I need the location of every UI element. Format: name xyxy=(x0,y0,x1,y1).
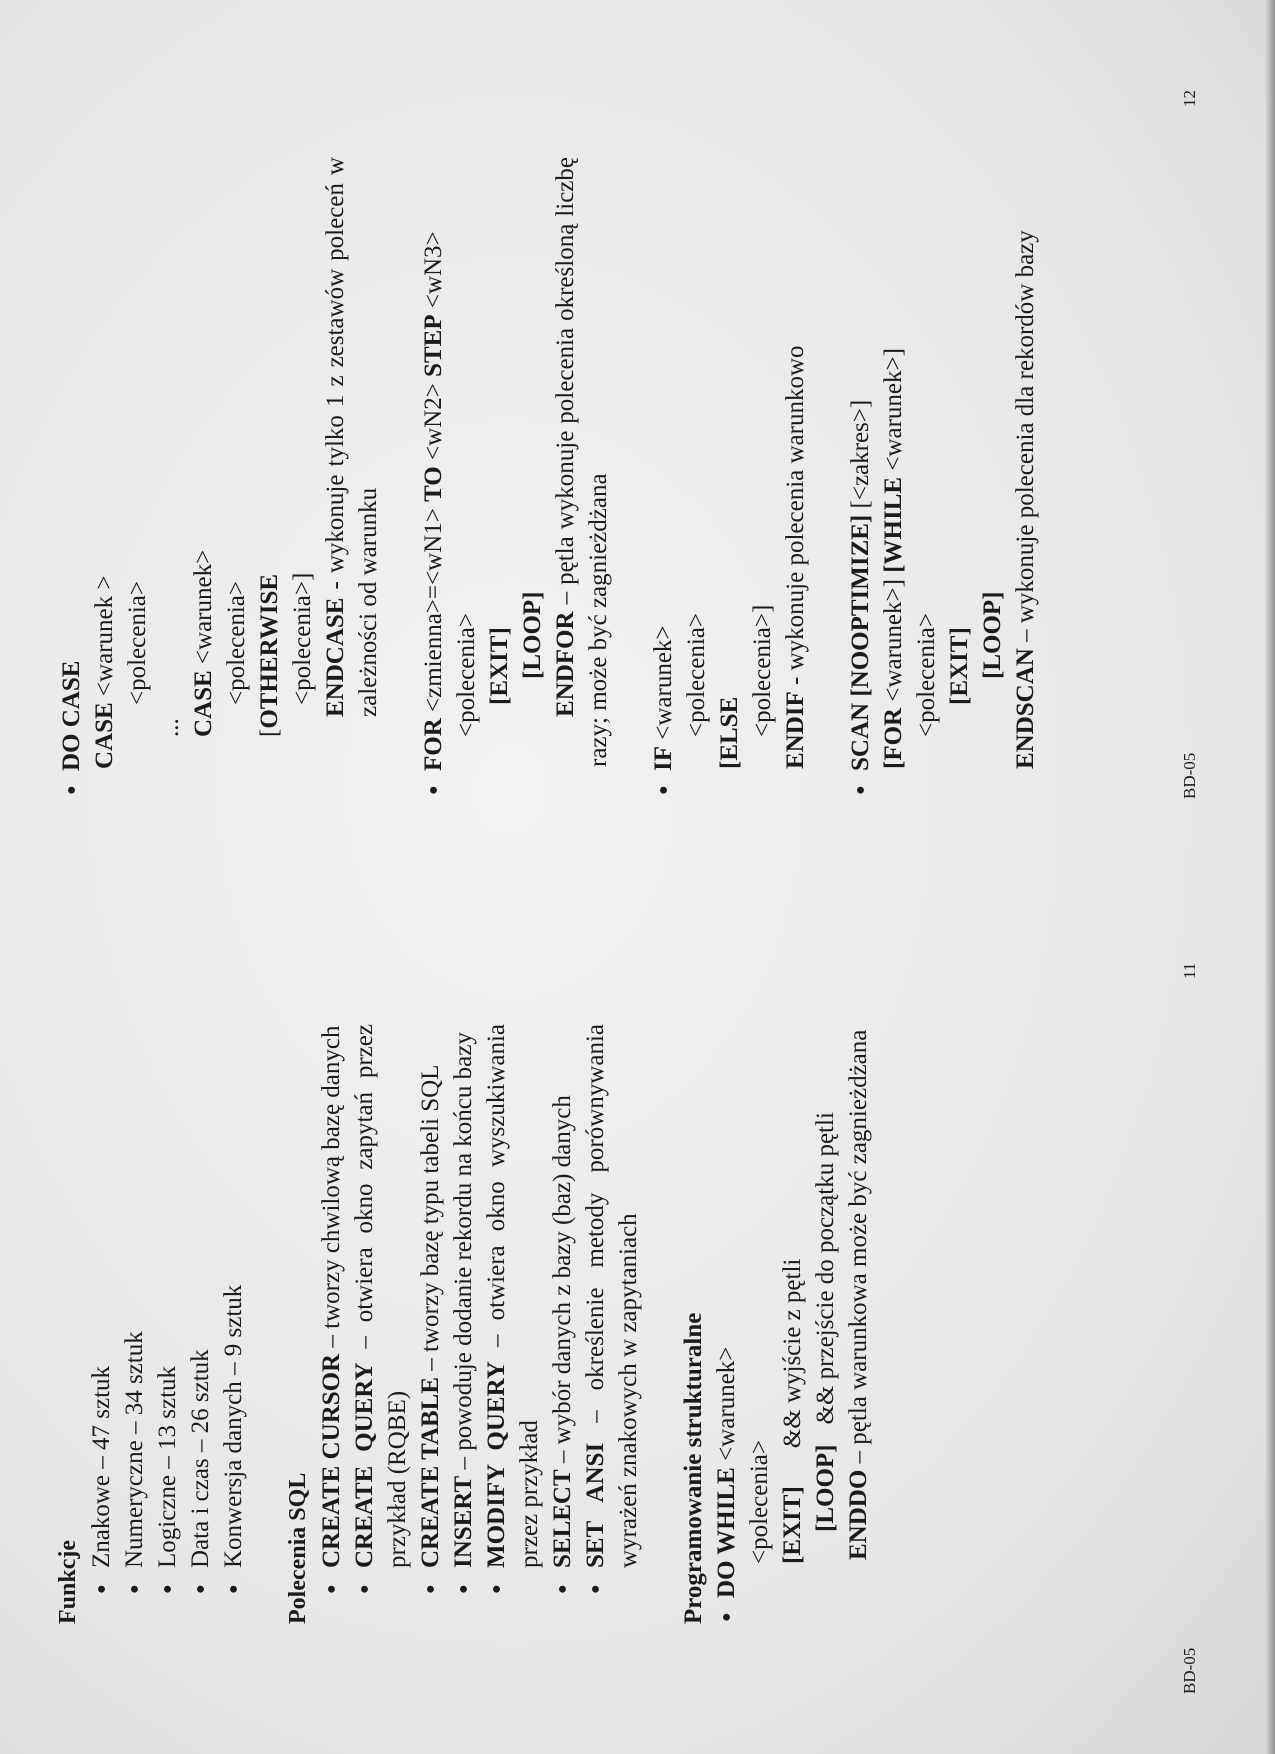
loop-keyword: [LOOP] xyxy=(519,591,546,679)
case1-body: <polecenia> xyxy=(124,581,151,705)
loop-line xyxy=(809,1024,842,1624)
case2-line xyxy=(187,157,220,797)
otherwise-keyword: OTHERWISE xyxy=(256,573,283,729)
do-case-keyword: DO CASE xyxy=(58,660,85,771)
sql-description: – tworzy bazę typu tabeli SQL xyxy=(417,1064,444,1377)
page-12-column xyxy=(55,157,1042,797)
for-end: <wN2> xyxy=(420,376,447,467)
case-condition: <warunek > xyxy=(91,575,118,703)
exit-line xyxy=(776,1024,809,1624)
case-condition: <warunek> xyxy=(190,549,217,671)
endif-line xyxy=(779,157,812,797)
funkcje-item: ● Logiczne – 13 sztuk xyxy=(151,1024,184,1594)
scan-exit xyxy=(943,157,976,797)
sql-command: CREATE CURSOR xyxy=(318,1353,345,1568)
do-while-keyword: DO WHILE xyxy=(713,1467,740,1598)
else-body: <polecenia>] xyxy=(749,604,776,737)
sql-description: – określenie metody porównywania wyrażeń znakowych w zapytaniach xyxy=(582,1024,642,1568)
funkcje-item: ● Konwersja danych – 9 sztuk xyxy=(217,1024,250,1594)
sql-description: – otwiera okno zapytań przez przykład (RQBE) xyxy=(351,1024,411,1568)
sql-command: CREATE QUERY xyxy=(351,1362,378,1568)
page-11-column xyxy=(52,1024,875,1624)
step-keyword: STEP xyxy=(420,314,447,377)
exit-keyword: [EXIT] xyxy=(779,1486,806,1564)
endscan-line xyxy=(1009,157,1042,797)
endcase-description: - wykonuje tylko 1 z zestawów poleceń w zależności od warunku xyxy=(322,157,382,717)
funkcje-item: ● Znakowe – 47 sztuk xyxy=(85,1024,118,1594)
sql-command: CREATE TABLE xyxy=(417,1376,444,1568)
to-keyword: TO xyxy=(420,466,447,502)
otherwise-body: <polecenia>] xyxy=(289,572,316,705)
if-keyword: IF xyxy=(650,746,677,771)
else-keyword: [ELSE xyxy=(716,696,743,769)
sql-item xyxy=(579,1024,645,1594)
scan-loop xyxy=(976,157,1009,797)
for-body: <polecenia> xyxy=(453,613,480,737)
endfor-keyword: ENDFOR xyxy=(552,611,579,717)
for-condition: <warunek>] xyxy=(880,572,907,708)
case-keyword: CASE xyxy=(190,670,217,737)
prog-heading: Programowanie strukturalne xyxy=(680,1312,707,1624)
exit-comment: && wyjście z pętli xyxy=(779,1258,806,1449)
funkcje-section xyxy=(52,1024,250,1624)
endscan-keyword: ENDSCAN xyxy=(1012,648,1039,769)
endfor-description: – pętla wykonuje polecenia określoną liczbę razy; może być zagnieżdżana xyxy=(552,157,612,767)
enddo-keyword: ENDDO xyxy=(845,1469,872,1560)
do-while-body: <polecenia> xyxy=(746,1440,773,1564)
funkcje-item: ● Data i czas – 26 sztuk xyxy=(184,1024,217,1594)
sql-command: INSERT xyxy=(450,1475,477,1568)
page-number: 12 xyxy=(1180,90,1199,107)
scan-range: [<zakres>] xyxy=(847,399,874,515)
if-block xyxy=(647,157,812,797)
sql-item xyxy=(546,1024,579,1594)
funkcje-item: ● Numeryczne – 34 sztuk xyxy=(118,1024,151,1594)
scan-body: <polecenia> xyxy=(913,613,940,737)
sql-heading: Polecenia SQL xyxy=(285,1472,311,1624)
endif-description: - wykonuje polecenia warunkowo xyxy=(782,345,809,692)
scan-line xyxy=(844,157,877,797)
page-number: 11 xyxy=(1180,962,1199,979)
otherwise-line xyxy=(253,157,286,797)
for-block xyxy=(417,157,615,797)
case1-line xyxy=(88,157,121,797)
loop-keyword: [LOOP] xyxy=(812,1444,839,1532)
endfor-line xyxy=(549,157,615,797)
footer-code: BD-05 xyxy=(1180,752,1199,799)
while-condition: <warunek>] xyxy=(880,348,907,477)
loop-keyword: [LOOP] xyxy=(979,591,1006,679)
page-11 xyxy=(0,877,1275,1754)
endcase-line xyxy=(319,157,385,797)
sql-section xyxy=(282,1024,645,1624)
for-step: <wN3> xyxy=(420,231,447,315)
do-while-condition: <warunek> xyxy=(713,1346,740,1468)
sql-command: MODIFY QUERY xyxy=(483,1361,510,1568)
exit-keyword: [EXIT] xyxy=(486,627,513,705)
sql-item xyxy=(348,1024,414,1594)
for-loop xyxy=(516,157,549,797)
scan-block xyxy=(844,157,1042,797)
sql-item xyxy=(315,1024,348,1594)
case-ellipsis: ... xyxy=(157,718,184,737)
while-keyword: [WHILE xyxy=(880,476,907,573)
for-line xyxy=(417,157,450,797)
do-case-block xyxy=(55,157,385,797)
scan-keyword: SCAN [NOOPTIMIZE] xyxy=(847,514,874,771)
endscan-description: – wykonuje polecenia dla rekordów bazy xyxy=(1012,230,1039,649)
scan-filter-line xyxy=(877,157,910,797)
enddo-line xyxy=(842,1024,875,1624)
loop-comment: && przejście do początku pętli xyxy=(812,1112,839,1425)
prog-section xyxy=(677,1024,875,1624)
for-var: <zmienna>=<wN1> xyxy=(420,501,447,719)
sql-item xyxy=(480,1024,546,1594)
for-keyword: [FOR xyxy=(880,707,907,769)
footer-code: BD-05 xyxy=(1180,1647,1199,1694)
sql-item xyxy=(447,1024,480,1594)
sql-description: – powoduje dodanie rekordu na końcu bazy xyxy=(450,1032,477,1476)
enddo-description: – pętla warunkowa może być zagnieżdżana xyxy=(845,1029,872,1470)
sql-description: – otwiera okno wyszukiwania przez przykład xyxy=(483,1024,543,1568)
if-line xyxy=(647,157,680,797)
sql-command: SELECT xyxy=(549,1469,576,1568)
case-keyword: CASE xyxy=(91,702,118,769)
sql-description: – tworzy chwilową bazę danych xyxy=(318,1025,345,1354)
do-while-line xyxy=(710,1024,743,1624)
if-body: <polecenia> xyxy=(683,613,710,737)
do-case-line xyxy=(55,157,88,797)
for-exit xyxy=(483,157,516,797)
case2-body: <polecenia> xyxy=(223,581,250,705)
else-line xyxy=(713,157,746,797)
endcase-keyword: ENDCASE xyxy=(322,597,349,717)
exit-keyword: [EXIT] xyxy=(946,627,973,705)
for-keyword: FOR xyxy=(420,718,447,771)
sql-item xyxy=(414,1024,447,1594)
endif-keyword: ENDIF xyxy=(782,691,809,769)
if-condition: <warunek> xyxy=(650,625,677,746)
sql-description: – wybór danych z bazy (baz) danych xyxy=(549,1095,576,1470)
otherwise-bracket: [ xyxy=(256,728,283,737)
sql-command: SET ANSI xyxy=(582,1442,609,1568)
funkcje-heading: Funkcje xyxy=(55,1540,81,1624)
